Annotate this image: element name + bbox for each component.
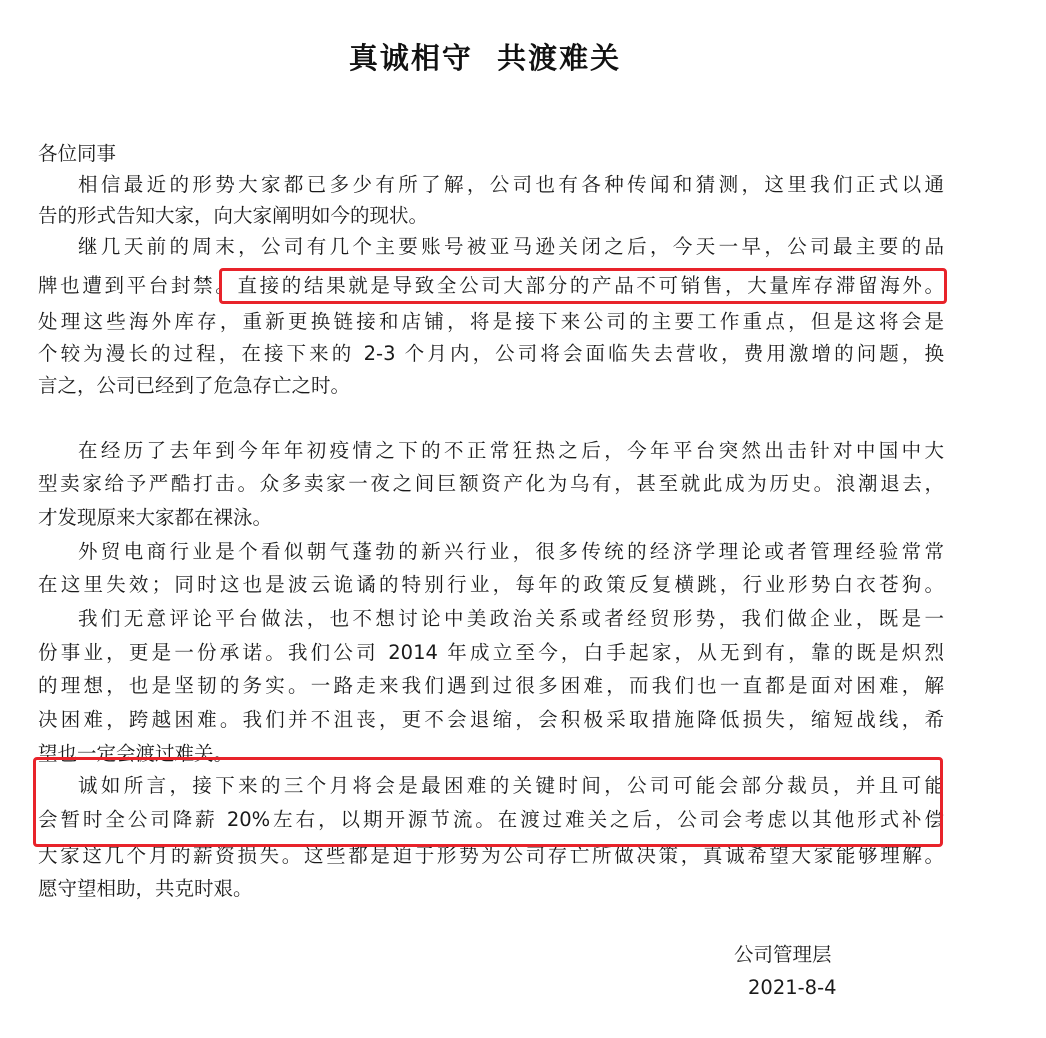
paragraph-line: 望也一定会渡过难关。 xyxy=(38,742,234,765)
salutation: 各位同事 xyxy=(38,142,117,165)
signature: 公司管理层 xyxy=(734,943,832,966)
paragraph-line: 诚如所言，接下来的三个月将会是最困难的关键时间，公司可能会部分裁员，并且可能 xyxy=(78,774,944,797)
paragraph-line: 告的形式告知大家，向大家阐明如今的现状。 xyxy=(38,204,429,227)
paragraph-line: 会暂时全公司降薪 20%左右，以期开源节流。在渡过难关之后，公司会考虑以其他形式补偿 xyxy=(38,808,944,831)
paragraph-line: 外贸电商行业是个看似朝气蓬勃的新兴行业，很多传统的经济学理论或者管理经验常常 xyxy=(78,540,944,563)
paragraph-line: 型卖家给予严酷打击。众多卖家一夜之间巨额资产化为乌有，甚至就此成为历史。浪潮退去， xyxy=(38,472,944,495)
document-title: 真诚相守 共渡难关 xyxy=(348,41,622,75)
paragraph-line: 言之，公司已经到了危急存亡之时。 xyxy=(38,374,351,397)
paragraph-line: 我们无意评论平台做法，也不想讨论中美政治关系或者经贸形势，我们做企业，既是一 xyxy=(78,607,944,630)
paragraph-line: 处理这些海外库存，重新更换链接和店铺，将是接下来公司的主要工作重点，但是这将会是 xyxy=(38,310,944,333)
date: 2021-8-4 xyxy=(748,976,837,999)
paragraph-line: 份事业，更是一份承诺。我们公司 2014 年成立至今，白手起家，从无到有，靠的既是炽烈 xyxy=(38,641,944,664)
paragraph-line: 的理想，也是坚韧的务实。一路走来我们遇到过很多困难，而我们也一直都是面对困难，解 xyxy=(38,674,944,697)
paragraph-line: 个较为漫长的过程，在接下来的 2-3 个月内，公司将会面临失去营收，费用激增的问题，换 xyxy=(38,342,944,365)
paragraph-line: 牌也遭到平台封禁。直接的结果就是导致全公司大部分的产品不可销售，大量库存滞留海外。 xyxy=(38,274,944,297)
paragraph-line: 在经历了去年到今年年初疫情之下的不正常狂热之后，今年平台突然出击针对中国中大 xyxy=(78,439,944,462)
paragraph-line: 在这里失效；同时这也是波云诡谲的特别行业，每年的政策反复横跳，行业形势白衣苍狗。 xyxy=(38,573,944,596)
paragraph-line: 继几天前的周末，公司有几个主要账号被亚马逊关闭之后，今天一早，公司最主要的品 xyxy=(78,235,944,258)
paragraph-line: 决困难，跨越困难。我们并不沮丧，更不会退缩，会积极采取措施降低损失，缩短战线，希 xyxy=(38,708,944,731)
paragraph-line: 大家这几个月的薪资损失。这些都是迫于形势为公司存亡所做决策，真诚希望大家能够理解。 xyxy=(38,844,944,867)
paragraph-line: 才发现原来大家都在裸泳。 xyxy=(38,506,273,529)
paragraph-line: 愿守望相助，共克时艰。 xyxy=(38,877,253,900)
paragraph-line: 相信最近的形势大家都已多少有所了解，公司也有各种传闻和猜测，这里我们正式以通 xyxy=(78,173,944,196)
